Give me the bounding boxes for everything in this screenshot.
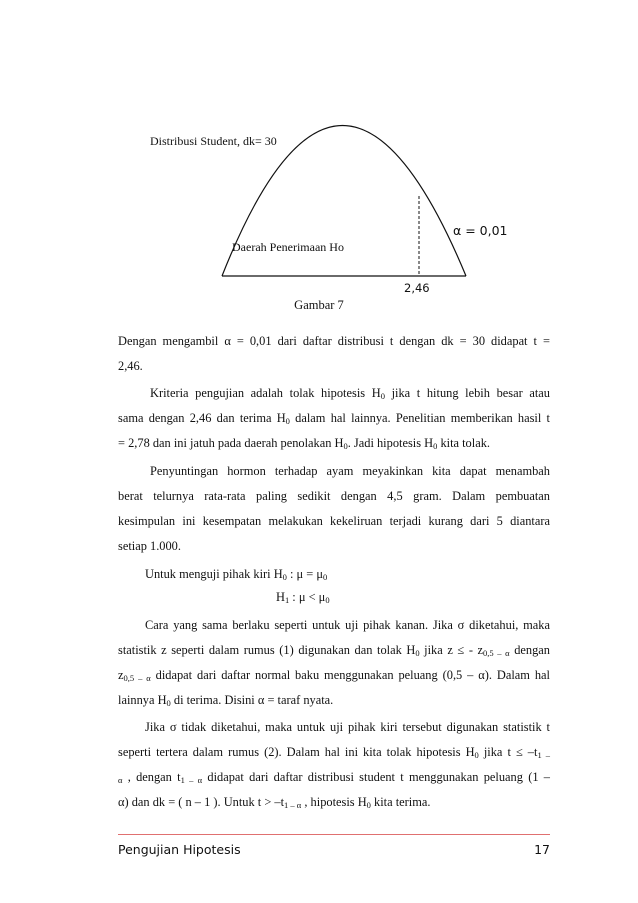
figure-title: Distribusi Student, dk= 30 (150, 134, 277, 148)
p3-line-1: Penyuntingan hormon terhadap ayam meyakinkan kita dapat menambah (150, 464, 550, 478)
footer-title: Pengujian Hipotesis (118, 842, 241, 857)
acceptance-region-label: Daerah Penerimaan Ho (232, 240, 344, 254)
p2-line-1: Kriteria pengujian adalah tolak hipotesis $H_0$ jika t hitung lebih besar atau (150, 386, 550, 401)
footer-rule (118, 834, 550, 835)
p1-line-2: 2,46. (118, 359, 143, 373)
p6-line-3: $_\alpha$ , dengan $t_{1 - \alpha}$ didapat dari daftar distribusi student t menggunakan peluang (1 – (118, 770, 550, 785)
alpha-label: α = 0,01 (453, 223, 508, 238)
p5-line-3: $z_{0,5 - \alpha}$ didapat dari daftar normal baku menggunakan peluang (0,5 – α). Dalam hal (118, 668, 550, 683)
p6-line-1: Jika σ tidak diketahui, maka untuk uji pihak kiri tersebut digunakan statistik t (145, 720, 550, 734)
hypothesis-h1: $H_1$ : $\mu < \mu_0$ (276, 590, 330, 605)
t-distribution-figure (0, 0, 638, 320)
page-number: 17 (534, 842, 550, 857)
p5-line-4: lainnya $H_0$ di terima. Disini α = taraf nyata. (118, 693, 334, 708)
p1-line-1: Dengan mengambil α = 0,01 dari daftar distribusi t dengan dk = 30 didapat t = (118, 334, 550, 348)
p3-line-2: berat telurnya rata-rata paling sedikit dengan 4,5 gram. Dalam pembuatan (118, 489, 550, 503)
p6-line-4: α) dan dk = ( n – 1 ). Untuk $t > -t_{1 - \alpha}$ , hipotesis $H_0$ kita terima. (118, 795, 431, 810)
hypothesis-h0: Untuk menguji pihak kiri $H_0$ : $\mu = \mu_0$ (145, 567, 328, 582)
p5-line-2: statistik z seperti dalam rumus (1) digunakan dan tolak $H_0$ jika z ≤ - $z_{0,5 - \alpha}$ dengan (118, 643, 550, 658)
figure-caption: Gambar 7 (294, 298, 344, 312)
p5-line-1: Cara yang sama berlaku seperti untuk uji pihak kanan. Jika σ diketahui, maka (145, 618, 550, 632)
p3-line-3: kesimpulan ini kesempatan melakukan kekeliruan terjadi kurang dari 5 diantara (118, 514, 550, 528)
p2-line-2: sama dengan 2,46 dan terima $H_0$ dalam hal lainnya. Penelitian memberikan hasil t (118, 411, 550, 426)
p2-line-3: = 2,78 dan ini jatuh pada daerah penolakan $H_0$. Jadi hipotesis $H_0$ kita tolak. (118, 436, 490, 451)
p6-line-2: seperti tertera dalam rumus (2). Dalam hal ini kita tolak hipotesis $H_0$ jika $t \le -t_{1 -}$ (118, 745, 551, 760)
critical-value-label: 2,46 (404, 281, 430, 295)
p3-line-4: setiap 1.000. (118, 539, 181, 553)
